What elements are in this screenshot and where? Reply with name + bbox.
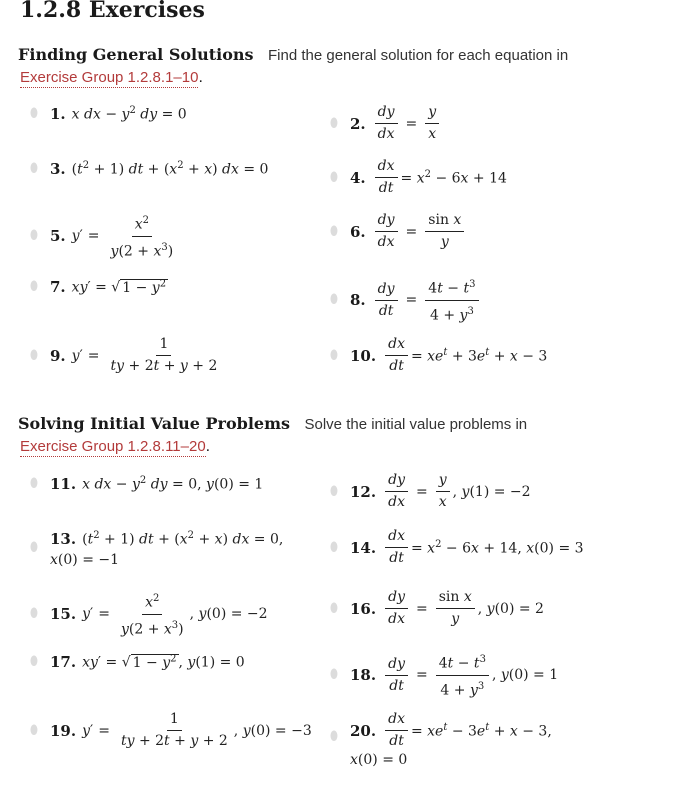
fraction: $\frac{4t - t^3}{4 + y^3}$ (425, 276, 478, 324)
exercise-12: ⬮ 12. $\frac{dy}{dx}$ = $\frac{y}{x}$ , y(1) = −2 (350, 472, 531, 511)
fraction: $\frac{\text{sin x}}{y}$ (425, 212, 464, 251)
exercise-number: 5. (50, 227, 66, 246)
exercise-4 (329, 158, 507, 197)
pin-icon[interactable]: ⬮ (329, 169, 339, 185)
pin-icon[interactable]: ⬮ (329, 667, 339, 683)
section-ivp-heading (18, 413, 668, 458)
pin-icon[interactable]: ⬮ (329, 115, 339, 131)
fraction: $\frac{1}{ty + 2t + y + 2}$ (120, 711, 228, 749)
exercise-17 (29, 653, 245, 671)
equation: x dx − $y^2$ dy = 0, y(0) = 1 (82, 475, 264, 493)
fraction: $\frac{dy}{dx}$ (385, 589, 408, 628)
pin-icon[interactable]: ⬮ (29, 228, 39, 244)
fraction: $\frac{dy}{dx}$ (375, 104, 398, 143)
equation: , y(0) = 2 (477, 600, 544, 617)
pin-icon[interactable]: ⬮ (29, 347, 39, 363)
pin-icon[interactable]: ⬮ (29, 106, 39, 121)
section-general-heading (18, 44, 668, 89)
fraction: $\frac{dx}{dt}$ (385, 711, 408, 750)
equation: = $x^2 - 6x + 14$ (400, 168, 507, 187)
equation: , y(0) = −2 (189, 606, 268, 623)
pin-icon[interactable]: ⬮ (329, 223, 339, 239)
equation: = $xe^t + 3e^t + x - 3$ (410, 346, 548, 365)
fraction: $\frac{4t - t^3}{4 + y^3}$ (436, 651, 489, 699)
exercise-number: 14. (350, 538, 377, 557)
pin-icon[interactable]: ⬮ (329, 539, 339, 555)
exercise-group-link-11-20[interactable]: Exercise Group 1.2.8.11–20 (20, 438, 206, 455)
fraction: $\frac{y}{x}$ (425, 104, 439, 143)
fraction: $\frac{dx}{dt}$ (385, 336, 408, 375)
section-ivp-period: . (205, 438, 211, 455)
exercise-number: 18. (350, 666, 377, 685)
exercise-14 (329, 528, 584, 567)
fraction: $\frac{1}{ty + 2t + y + 2}$ (110, 336, 218, 374)
pin-icon[interactable]: ⬮ (329, 483, 339, 499)
pin-icon[interactable]: ⬮ (329, 347, 339, 363)
exercise-number: 4. (350, 168, 366, 187)
exercise-6: ⬮ 6. $\frac{dy}{dx}$ = $\frac{\text{sin x}}{y}$ (350, 212, 467, 251)
initial-condition: x(0) = −1 (50, 552, 120, 568)
exercise-number: 15. (50, 605, 77, 624)
exercise-20 (329, 711, 552, 768)
fraction: $\frac{dx}{dt}$ (385, 528, 408, 567)
exercise-number: 3. (50, 160, 66, 178)
fraction: $\frac{dy}{dt}$ (385, 656, 408, 695)
initial-condition: x(0) = 0 (350, 752, 408, 768)
pin-icon[interactable]: ⬮ (329, 600, 339, 616)
exercise-2: ⬮ 2. $\frac{dy}{dx}$ = $\frac{y}{x}$ (350, 104, 442, 143)
equation: = $x^2 - 6x + 14$, x(0) = 3 (410, 538, 584, 557)
exercise-19: ⬮ 19. y′ = $\frac{1}{ty + 2t + y + 2}$ , y(0) = −3 (50, 711, 312, 750)
fraction: $\frac{\text{sin x}}{y}$ (436, 589, 475, 628)
pin-icon[interactable]: ⬮ (29, 540, 39, 555)
pin-icon[interactable]: ⬮ (329, 292, 339, 308)
equation: x dx − $y^2$ dy = 0 (71, 105, 187, 123)
exercise-5: ⬮ 5. y′ = $\frac{x^2}{y(2 + x^3)}$ (50, 212, 179, 260)
exercise-group-link-1-10[interactable]: Exercise Group 1.2.8.1–10 (20, 69, 199, 86)
exercise-number: 9. (50, 346, 66, 365)
fraction: $\frac{dy}{dx}$ (385, 472, 408, 511)
exercise-number: 20. (350, 721, 377, 740)
fraction: $\frac{dy}{dx}$ (375, 212, 398, 251)
equation: xy′ = √ $1 - y^2$ (71, 278, 167, 296)
pin-icon[interactable]: ⬮ (29, 606, 39, 622)
equation: , y(0) = −3 (233, 722, 312, 739)
equation: $(t^2 + 1)$ dt + $(x^2 + x)$ dx = 0 (71, 160, 269, 178)
exercise-number: 2. (350, 114, 366, 133)
exercise-number: 13. (50, 530, 77, 548)
exercise-9: ⬮ 9. y′ = $\frac{1}{ty + 2t + y + 2}$ (50, 336, 223, 375)
section-general-intro: Find the general solution for each equation in (268, 47, 569, 64)
fraction: $\frac{dy}{dt}$ (375, 281, 398, 320)
exercise-16: ⬮ 16. $\frac{dy}{dx}$ = $\frac{\text{sin x}}{y}$ , y(0) = 2 (350, 589, 544, 628)
fraction: $\frac{x^2}{y(2 + x^3)}$ (118, 590, 187, 638)
fraction: $\frac{y}{x}$ (436, 472, 450, 511)
exercise-number: 11. (50, 475, 77, 493)
exercise-number: 12. (350, 482, 377, 501)
pin-icon[interactable]: ⬮ (29, 654, 39, 669)
section-ivp-title: Solving Initial Value Problems (18, 414, 291, 433)
equation: , y(0) = 1 (491, 667, 559, 684)
exercise-1 (29, 105, 187, 123)
fraction: $\frac{x^2}{y(2 + x^3)}$ (108, 212, 177, 260)
exercise-13 (29, 530, 284, 568)
exercise-18: ⬮ 18. $\frac{dy}{dt}$ = $\frac{4t - t^3}{4 + y^3}$ , y(0) = 1 (350, 651, 558, 699)
exercise-number: 16. (350, 599, 377, 618)
exercise-number: 8. (350, 291, 366, 310)
pin-icon[interactable]: ⬮ (29, 476, 39, 491)
exercise-11 (29, 475, 264, 493)
equation: $(t^2 + 1)$ dt + $(x^2 + x)$ dx = 0, (82, 530, 284, 548)
exercise-7 (29, 278, 168, 296)
section-ivp-intro: Solve the initial value problems in (304, 416, 528, 433)
pin-icon[interactable]: ⬮ (29, 279, 39, 294)
section-general-title: Finding General Solutions (18, 45, 254, 64)
exercise-number: 6. (350, 222, 366, 241)
exercise-number: 10. (350, 346, 377, 365)
exercise-3 (29, 160, 269, 178)
exercise-number: 17. (50, 653, 77, 671)
page-title: 1.2.8 Exercises (20, 0, 205, 23)
pin-icon[interactable]: ⬮ (29, 161, 39, 176)
pin-icon[interactable]: ⬮ (329, 729, 339, 744)
exercise-number: 1. (50, 105, 66, 123)
exercise-number: 19. (50, 721, 77, 740)
exercise-15: ⬮ 15. y′ = $\frac{x^2}{y(2 + x^3)}$ , y(0) = −2 (50, 590, 268, 638)
exercise-10 (329, 336, 548, 375)
equation: xy′ = √ $1 - y^2$ , y(1) = 0 (82, 653, 245, 671)
equation: = $xe^t - 3e^t + x - 3$, (410, 721, 552, 740)
pin-icon[interactable]: ⬮ (29, 722, 39, 738)
exercise-number: 7. (50, 278, 66, 296)
equation: , y(1) = −2 (452, 483, 531, 500)
section-general-period: . (198, 69, 203, 86)
fraction: $\frac{dx}{dt}$ (375, 158, 398, 197)
exercise-8: ⬮ 8. $\frac{dy}{dt}$ = $\frac{4t - t^3}{4 + y^3}$ (350, 276, 482, 324)
